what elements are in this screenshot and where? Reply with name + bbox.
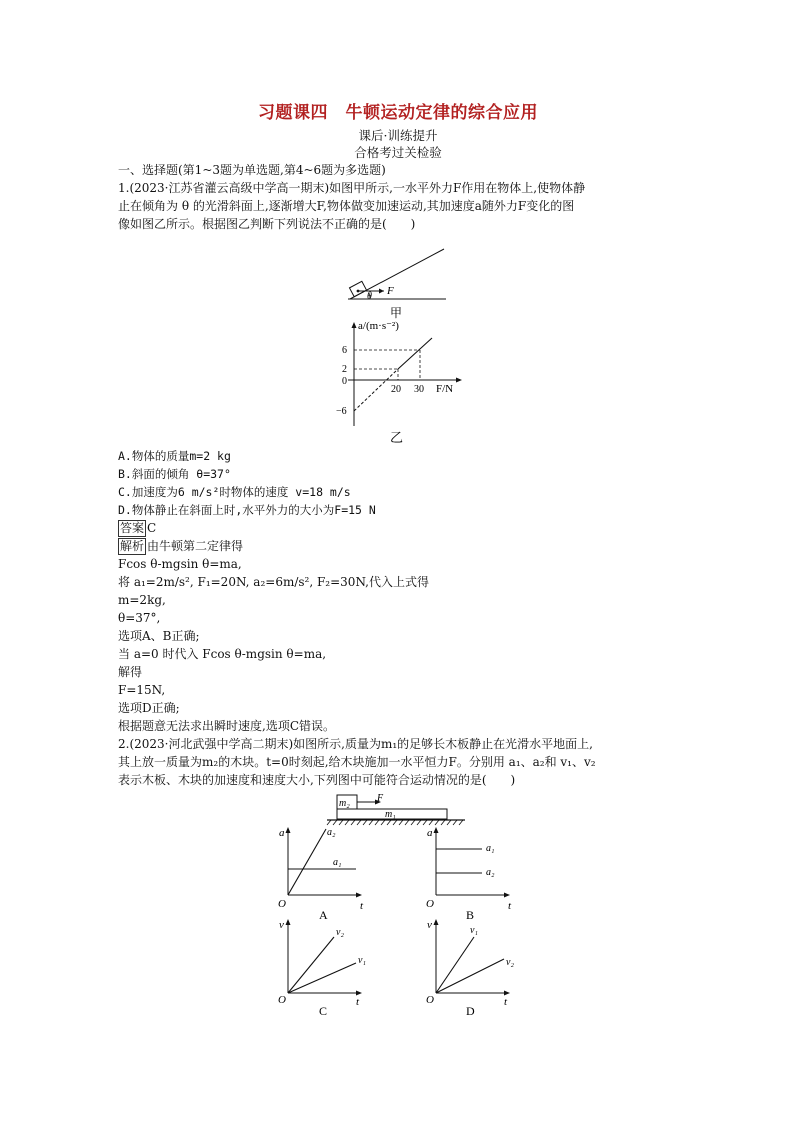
x-arrow	[504, 991, 510, 996]
origin-label: O	[426, 994, 434, 1006]
label-a1: a₁	[333, 857, 342, 868]
graph-a	[276, 823, 376, 923]
subtitle-level: 合格考过关检验	[354, 145, 442, 160]
force-label: F	[387, 285, 394, 297]
line-a2	[288, 829, 326, 895]
analysis-line: 根据题意无法求出瞬时速度,选项C错误。	[118, 719, 335, 733]
origin-label: O	[278, 898, 286, 910]
ytick-2: 2	[342, 364, 347, 375]
subtitle-practice: 课后·训练提升	[358, 128, 438, 143]
x-axis-label: t	[508, 900, 512, 912]
graph-b-caption: B	[466, 908, 475, 922]
q1-option-d: D.物体静止在斜面上时,水平外力的大小为F=15 N	[118, 503, 376, 517]
analysis-line: 将 a₁=2m/s², F₁=20N, a₂=6m/s², F₂=30N,代入上式得	[118, 575, 429, 589]
block	[349, 281, 366, 296]
ytick-minus6: −6	[336, 406, 347, 417]
x-axis-label: t	[504, 996, 508, 1008]
origin-label: O	[426, 898, 434, 910]
label-a2: a₂	[327, 827, 336, 838]
line-v2	[436, 959, 504, 993]
q2-stem-line1: 2.(2023·河北武强中学高二期末)如图所示,质量为m₁的足够长木板静止在光滑水平地面上,	[118, 737, 593, 751]
analysis-line: 选项A、B正确;	[118, 629, 200, 643]
page-title: 习题课四 牛顿运动定律的综合应用	[258, 103, 538, 123]
q1-option-c: C.加速度为6 m/s²时物体的速度 v=18 m/s	[118, 485, 351, 499]
x-axis-label: F/N	[436, 383, 454, 395]
force-label: F	[377, 793, 384, 804]
analysis-line: F=15N,	[118, 683, 166, 697]
line-v1	[436, 937, 474, 993]
q1-stem-line1: 1.(2023·江苏省灌云高级中学高一期末)如图甲所示,一水平外力F作用在物体上,使物体静	[118, 181, 586, 195]
x-arrow	[356, 893, 362, 898]
analysis-tag: 解析	[120, 539, 145, 553]
document-page	[118, 98, 678, 233]
y-arrow	[434, 827, 439, 833]
m1-label: m₁	[385, 809, 396, 820]
y-axis-label: a	[279, 827, 285, 839]
xtick-30: 30	[414, 384, 424, 395]
q1-options-block	[118, 447, 678, 789]
figure-yi	[332, 318, 472, 448]
y-arrow	[286, 919, 291, 925]
q2-stem-line3: 表示木板、木块的加速度和速度大小,下列图中可能符合运动情况的是( )	[118, 773, 516, 787]
q1-option-a: A.物体的质量m=2 kg	[118, 449, 231, 463]
y-axis-label: v	[427, 919, 432, 931]
q1-stem-line3: 像如图乙所示。根据图乙判断下列说法不正确的是( )	[118, 217, 416, 231]
analysis-line: θ=37°,	[118, 611, 161, 625]
graph-d-caption: D	[466, 1004, 475, 1018]
figure-board-block	[325, 791, 470, 827]
label-v2: v₂	[336, 927, 344, 938]
caption-yi: 乙	[390, 430, 404, 445]
y-arrow	[352, 322, 357, 328]
line-v1	[288, 963, 356, 993]
x-arrow	[504, 893, 510, 898]
graph-b	[424, 823, 524, 923]
x-axis-label: t	[356, 996, 360, 1008]
m2-label: m₂	[339, 798, 350, 809]
a-F-line	[398, 338, 432, 369]
label-a2: a₂	[486, 867, 495, 878]
label-v2: v₂	[506, 957, 514, 968]
q1-analysis-row	[118, 537, 678, 555]
y-axis-label: v	[279, 919, 284, 931]
y-axis-label: a/(m·s⁻²)	[358, 320, 399, 332]
answer-tag: 答案	[120, 521, 145, 535]
q2-stem-line2: 其上放一质量为m₂的木块。t=0时刻起,给木块施加一水平恒力F。分别用 a₁、a₂和 v₁、v₂	[118, 755, 596, 769]
graph-a-caption: A	[319, 908, 328, 922]
answer-value: C	[147, 521, 157, 535]
analysis-line: 解得	[118, 665, 143, 679]
force-origin	[357, 290, 360, 293]
graph-c	[276, 913, 376, 1021]
graph-c-caption: C	[319, 1004, 328, 1018]
label-v1: v₁	[358, 955, 366, 966]
graph-d	[424, 913, 524, 1021]
y-arrow	[286, 827, 291, 833]
label-a1: a₁	[486, 843, 495, 854]
figure-jia	[340, 243, 450, 323]
xtick-20: 20	[391, 384, 401, 395]
q1-option-b: B.斜面的倾角 θ=37°	[118, 467, 231, 481]
x-arrow	[356, 991, 362, 996]
x-axis-label: t	[360, 900, 364, 912]
caption-jia: 甲	[390, 306, 403, 320]
line-v2	[288, 937, 334, 993]
origin-label: O	[278, 994, 286, 1006]
analysis-line: 当 a=0 时代入 Fcos θ-mgsin θ=ma,	[118, 647, 327, 661]
analysis-line: 选项D正确;	[118, 701, 180, 715]
x-arrow	[456, 378, 462, 383]
analysis-line: Fcos θ-mgsin θ=ma,	[118, 557, 242, 571]
angle-label: θ	[367, 291, 372, 302]
y-axis-label: a	[427, 827, 433, 839]
ytick-0: 0	[342, 376, 347, 387]
section-heading: 一、选择题(第1~3题为单选题,第4~6题为多选题)	[118, 163, 386, 177]
analysis-line: m=2kg,	[118, 593, 166, 607]
y-arrow	[434, 919, 439, 925]
analysis-line: 由牛顿第二定律得	[147, 539, 244, 553]
q1-stem-line2: 止在倾角为 θ 的光滑斜面上,逐渐增大F,物体做变加速运动,其加速度a随外力F变化的图	[118, 199, 575, 213]
label-v1: v₁	[470, 925, 478, 936]
q1-answer-row	[118, 519, 678, 537]
ytick-6: 6	[342, 345, 347, 356]
arrowhead	[379, 289, 384, 294]
